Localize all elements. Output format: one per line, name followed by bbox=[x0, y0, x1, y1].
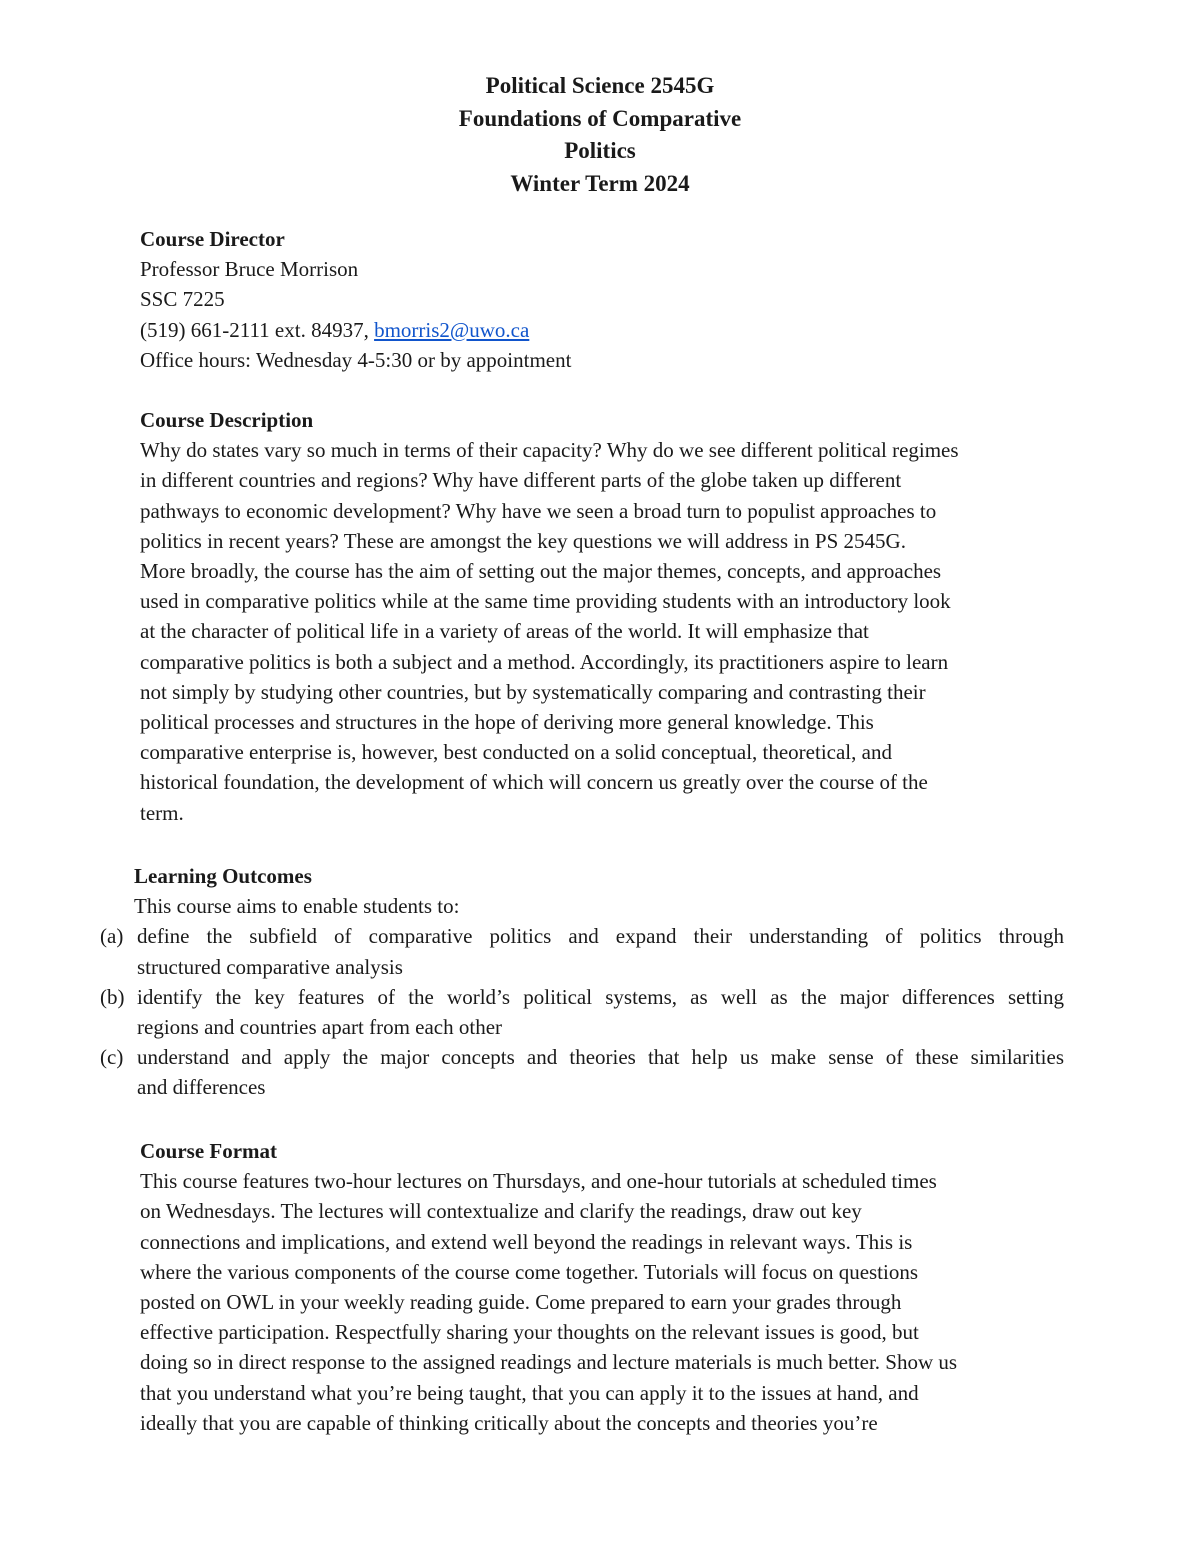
description-line: comparative enterprise is, however, best conducted on a solid conceptual, theoretical, and bbox=[140, 740, 892, 765]
learning-outcomes-intro: This course aims to enable students to: bbox=[134, 894, 460, 919]
course-code: Political Science 2545G bbox=[485, 73, 715, 98]
format-line: effective participation. Respectfully sharing your thoughts on the relevant issues is good, but bbox=[140, 1320, 919, 1345]
course-description-heading: Course Description bbox=[140, 408, 314, 432]
list-marker: (b) bbox=[100, 984, 125, 1009]
description-line: in different countries and regions? Why have different parts of the globe taken up different bbox=[140, 468, 902, 493]
description-line: political processes and structures in the hope of deriving more general knowledge. This bbox=[140, 710, 874, 735]
description-line: Why do states vary so much in terms of their capacity? Why do we see different political regimes bbox=[140, 438, 959, 463]
format-line: ideally that you are capable of thinking critically about the concepts and theories you’re bbox=[140, 1410, 878, 1435]
description-line: not simply by studying other countries, but by systematically comparing and contrasting their bbox=[140, 679, 926, 704]
director-email-link[interactable]: bmorris2@uwo.ca bbox=[374, 317, 530, 342]
outcome-line: structured comparative analysis bbox=[137, 954, 403, 979]
course-director-section bbox=[140, 224, 1070, 375]
description-line: More broadly, the course has the aim of setting out the major themes, concepts, and approaches bbox=[140, 559, 942, 584]
learning-outcomes-heading: Learning Outcomes bbox=[134, 864, 312, 888]
outcome-line: and differences bbox=[137, 1075, 266, 1100]
learning-outcomes-list bbox=[100, 921, 1064, 1102]
format-line: where the various components of the course come together. Tutorials will focus on questions bbox=[140, 1259, 919, 1284]
director-office: SSC 7225 bbox=[140, 287, 225, 312]
description-line: historical foundation, the development of which will concern us greatly over the course of the bbox=[140, 770, 928, 795]
course-title-line-2: Politics bbox=[564, 138, 636, 163]
description-line: used in comparative politics while at the same time providing students with an introductory look bbox=[140, 589, 951, 614]
director-name: Professor Bruce Morrison bbox=[140, 257, 359, 282]
format-line: that you understand what you’re being taught, that you can apply it to the issues at hand, and bbox=[140, 1380, 919, 1405]
description-line: comparative politics is both a subject and a method. Accordingly, its practitioners aspire to learn bbox=[140, 649, 949, 674]
course-title-line-1: Foundations of Comparative bbox=[458, 105, 742, 131]
description-line: pathways to economic development? Why have we seen a broad turn to populist approaches to bbox=[140, 498, 937, 523]
description-line: at the character of political life in a variety of areas of the world. It will emphasize that bbox=[140, 619, 869, 644]
format-line: posted on OWL in your weekly reading guide. Come prepared to earn your grades through bbox=[140, 1290, 902, 1315]
format-line: This course features two-hour lectures on Thursdays, and one-hour tutorials at scheduled times bbox=[140, 1169, 937, 1194]
document-title bbox=[0, 70, 1200, 200]
list-marker: (a) bbox=[100, 924, 124, 949]
director-phone: (519) 661-2111 ext. 84937, bbox=[140, 317, 375, 342]
list-item bbox=[100, 982, 1064, 1042]
format-line: on Wednesdays. The lectures will contextualize and clarify the readings, draw out key bbox=[140, 1199, 862, 1224]
course-director-heading: Course Director bbox=[140, 227, 285, 251]
list-marker: (c) bbox=[100, 1045, 124, 1070]
outcome-line: identify the key features of the world’s political systems, as well as the major differences setting bbox=[137, 984, 1064, 1009]
course-format-heading: Course Format bbox=[140, 1139, 278, 1163]
director-office-hours: Office hours: Wednesday 4-5:30 or by appointment bbox=[140, 347, 572, 372]
format-line: doing so in direct response to the assigned readings and lecture materials is much better. Show us bbox=[140, 1350, 958, 1375]
outcome-line: define the subfield of comparative politics and expand their understanding of politics through bbox=[137, 924, 1064, 949]
director-contact bbox=[140, 315, 1070, 345]
list-item bbox=[100, 1042, 1064, 1102]
term: Winter Term 2024 bbox=[510, 170, 690, 196]
course-format-section bbox=[140, 1136, 1070, 1438]
course-description-section bbox=[140, 405, 1070, 828]
description-line: term. bbox=[140, 800, 184, 825]
format-line: connections and implications, and extend well beyond the readings in relevant ways. This is bbox=[140, 1229, 913, 1254]
learning-outcomes-section bbox=[100, 861, 1064, 1103]
description-line: politics in recent years? These are amongst the key questions we will address in PS 2545G. bbox=[140, 528, 906, 553]
outcome-line: understand and apply the major concepts and theories that help us make sense of these similarities bbox=[137, 1045, 1064, 1070]
list-item bbox=[100, 921, 1064, 981]
outcome-line: regions and countries apart from each other bbox=[137, 1015, 503, 1040]
